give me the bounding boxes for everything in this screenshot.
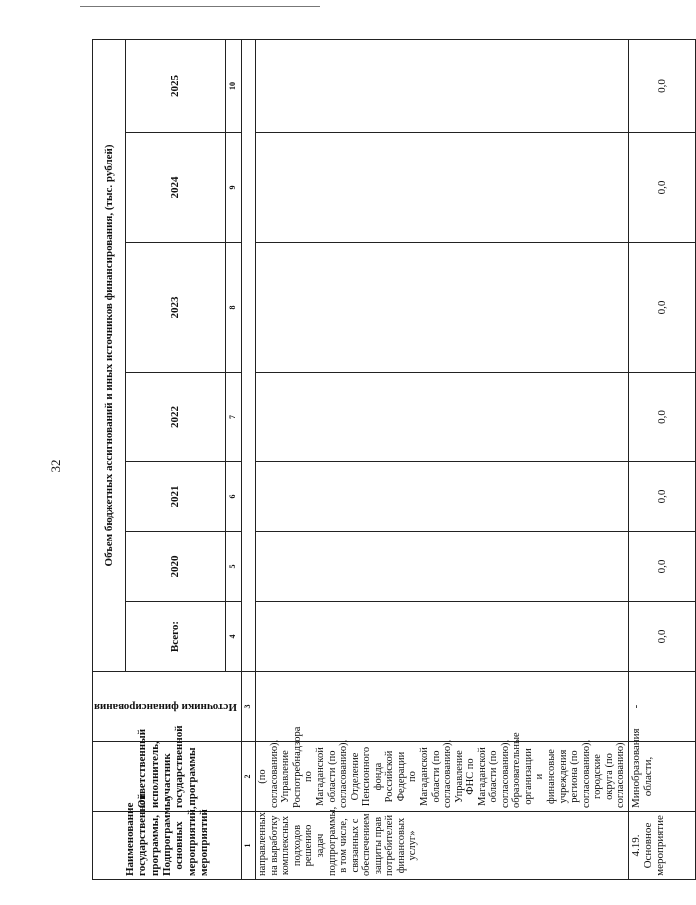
row-value xyxy=(256,373,629,462)
header-name: Наименование государственной программы, Подпрограммы, основных мероприятий, мероприятий xyxy=(124,793,210,876)
row-value xyxy=(256,243,629,373)
header-year-2020: 2020 xyxy=(126,532,225,602)
row-executor: (по согласованию), Управление Роспотребнадзора по Магаданской области (по согласованию), Отделение Пенсионного фонда Российской Федерации по Магаданской области (по согласованию), Управление ФНС по Магаданской области (по согласованию), образовательные организации и финансовые учреждения региона (по согласованию), городские округа (по согласованию) xyxy=(256,742,629,812)
header-total: Всего: xyxy=(126,602,225,672)
colnum-2: 2 xyxy=(242,742,256,812)
row-value: 0,0 xyxy=(628,602,695,672)
header-source-cell xyxy=(93,672,242,742)
row-value: 0,0 xyxy=(628,373,695,462)
colnum-7: 7 xyxy=(225,373,242,462)
row-value: 0,0 xyxy=(628,243,695,373)
row-value xyxy=(256,133,629,243)
page-number: 32 xyxy=(48,459,63,473)
row-source xyxy=(256,672,629,742)
row-value xyxy=(256,532,629,602)
header-year-2022: 2022 xyxy=(126,373,225,462)
table-row xyxy=(628,39,695,879)
colnum-4: 4 xyxy=(225,602,242,672)
row-executor: Минобразования области, xyxy=(628,742,695,812)
colnum-filler xyxy=(242,39,256,671)
row-value xyxy=(256,39,629,132)
row-name: направленных на выработку комплексных подходов решению задач подпрограммы, в том числе, связанных с обеспечением защиты прав потребителей финансовых услуг» xyxy=(256,812,629,880)
colnum-5: 5 xyxy=(225,532,242,602)
row-name: 4.19. Основное мероприятие xyxy=(628,812,695,880)
header-volume: Объем бюджетных ассигнований и иных источников финансирования, (тыс. рублей) xyxy=(103,144,116,567)
top-rule xyxy=(80,6,320,7)
row-source: - xyxy=(628,672,695,742)
colnum-10: 10 xyxy=(225,39,242,132)
financing-table xyxy=(92,39,696,880)
row-value: 0,0 xyxy=(628,39,695,132)
rotated-table-container xyxy=(92,40,668,880)
colnum-6: 6 xyxy=(225,462,242,532)
table-row xyxy=(256,39,629,879)
row-value: 0,0 xyxy=(628,462,695,532)
header-name-cell xyxy=(93,793,242,880)
header-year-2021: 2021 xyxy=(126,462,225,532)
header-source: Источники финансирования xyxy=(94,700,237,713)
colnum-3: 3 xyxy=(242,672,256,742)
row-value xyxy=(256,602,629,672)
colnum-8: 8 xyxy=(225,243,242,373)
header-year-2023: 2023 xyxy=(126,243,225,373)
row-value: 0,0 xyxy=(628,532,695,602)
header-executor: Ответственный исполнитель, участник государственной программы xyxy=(136,725,198,808)
row-value: 0,0 xyxy=(628,133,695,243)
colnum-1: 1 xyxy=(242,812,256,880)
header-year-2024: 2024 xyxy=(126,133,225,243)
colnum-9: 9 xyxy=(225,133,242,243)
header-year-2025: 2025 xyxy=(126,39,225,132)
row-value xyxy=(256,462,629,532)
header-volume-cell xyxy=(93,39,126,671)
